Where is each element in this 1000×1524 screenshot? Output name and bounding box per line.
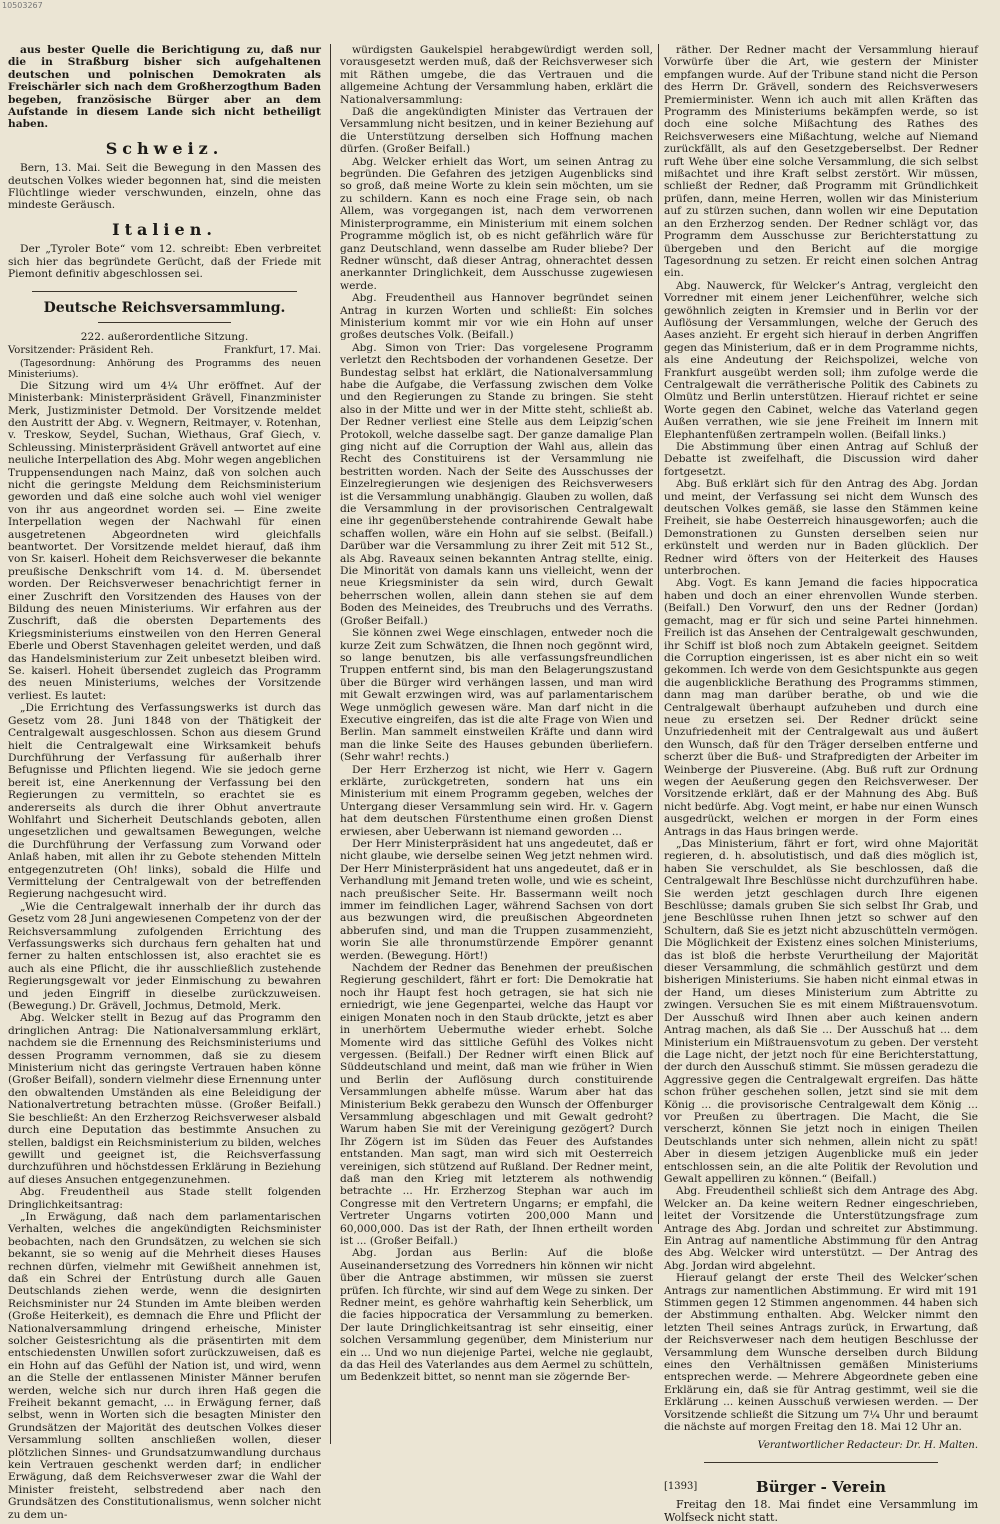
ad-separator-rule	[704, 1462, 938, 1463]
dateline: Frankfurt, 17. Mai.	[223, 345, 321, 357]
editor-line: Verantwortlicher Redacteur: Dr. H. Malten.	[757, 1439, 978, 1451]
section-heading-schweiz: Schweiz.	[105, 138, 224, 158]
body-paragraph: räther. Der Redner macht der Versammlung hierauf Vorwürfe über die Art, wie gestern der Minister empfangen wurde. Auf der Tribune stand nicht die Person des Herrn Dr. Grävell, sondern des Reichsverwesers Premierminister. Wenn ich auch mit allen Kräften das Programm des Ministeriums bekämpfen werde, so ist doch eine solche Mißachtung des Rathes des Reichsverwesers eine Mißachtung, welche auf Niemand zurückfällt, als auf den Gesetzgeberselbst. Der Redner ruft Wehe über eine solche Versammlung, die sich selbst mißachtet und ihre Kraft selbst zerstört. Wir müssen, schließt der Redner, daß Programm mit Gründlichkeit prüfen, dann, meine Herren, wollen wir das Ministerium auf zu stürzen suchen, dann wollen wir eine Deputation an den Erzherzog senden. Der Redner schlägt vor, das Programm dem Ausschusse zur Berichterstattung zu übergeben und den Bericht auf die morgige Tagesordnung zu setzen. Er reicht einen solchen Antrag ein.	[664, 44, 978, 280]
body-paragraph: „Die Errichtung des Verfassungswerks ist durch das Gesetz vom 28. Juni 1848 von der Thätigkeit der Centralgewalt ausgeschlossen. Schon aus diesem Grund hielt die Centralgewalt eine Wirksamkeit behufs Durchführung der Verfassung für außerhalb ihrer Befugnisse und Pflichten liegend. Wie sie jedoch gerne bereit ist, eine Anerkennung der Verfassung bei den Regierungen zu vermitteln, so erachtet sie es andererseits als durch die ihrer Obhut anvertraute Wohlfahrt und Sicherheit Deutschlands geboten, allen ungesetzlichen und gewaltsamen Bewegungen, welche die Durchführung der Verfassung zum Vorwand oder Anlaß haben, mit allen ihr zu Gebote stehenden Mitteln entgegenzutreten (Oh! links), sobald die Hilfe und Vermittelung der Centralgewalt von der betreffenden Regierung nachgesucht wird.	[8, 702, 321, 901]
column-2	[340, 44, 653, 1454]
body-paragraph: Abg. Welcker stellt in Bezug auf das Programm den dringlichen Antrag: Die Nationalversammlung erklärt, nachdem sie die Ernennung des Reichsministeriums und dessen Programm vernommen, daß sie zu diesem Ministerium nicht das geringste Vertrauen haben könne (Großer Beifall), sondern vielmehr diese Ernennung unter den obwaltenden Umständen als eine Beleidigung der Nationalvertretung betrachten müsse. (Großer Beifall.) Sie beschließt: An den Erzherzog Reichsverweser alsbald durch eine Deputation das bestimmte Ansuchen zu stellen, baldigst ein Reichsministerium zu bilden, welches gewillt und geeignet ist, die Reichsverfassung durchzuführen und höchstdessen Erklärung in Beziehung auf dieses Ansuchen entgegenzunehmen.	[8, 1012, 321, 1186]
body-paragraph: „Wie die Centralgewalt innerhalb der ihr durch das Gesetz vom 28 Juni angewiesenen Competenz von der der Reichsversammlung zufolgenden Errichtung des Verfassungswerks sich durchaus fern gehalten hat und ferner zu halten entschlossen ist, also erachtet sie es auch als eine Pflicht, die ihr ausschließlich zustehende Regierungsgewalt vor jeder Einmischung zu bewahren und jeden Eingriff in dieselbe zurückzuweisen. (Bewegung.) Dr. Grävell, Jochmus, Detmold, Merk.	[8, 900, 321, 1013]
body-paragraph: Nachdem der Redner das Benehmen der preußischen Regierung geschildert, fährt er fort: Die Demokratie hat noch ihr Haupt fest hoch getragen, sie hat sich nie erniedrigt, wie jene Gegenpartei, welche das Haupt vor einigen Monaten noch in den Staub drückte, jetzt es aber in unerhörtem Uebermuthe wieder erhebt. Solche Momente wird das sittliche Gefühl des Volkes nicht vergessen. (Beifall.) Der Redner wirft einen Blick auf Süddeutschland und meint, daß man wie früher in Wien und Berlin der Auflösung durch constituirende Versammlungen abhelfe müsse. Warum aber hat das Ministerium Bekk gerabezu den Wunsch der Offenburger Versammlung abgeschlagen und mit Gewalt gedroht? Warum haben Sie mit der Vereinigung gezögert? Durch Ihr Zögern ist im Süden das Feuer des Aufstandes entstanden. Man sagt, man wird sich mit Oesterreich vereinigen, sich stützend auf Rußland. Der Redner meint, daß man den Krieg mit letzterem als nothwendig betrachte ... Hr. Erzherzog Stephan war auch im Congresse mit den Vertretern Ungarns; er empfahl, die Vertreter Ungarns votirten 200,000 Mann und 60,000,000. Das ist der Rath, der Ihnen ertheilt worden ist ... (Großer Beifall.)	[340, 962, 653, 1247]
body-paragraph: Die Sitzung wird um 4¼ Uhr eröffnet. Auf der Ministerbank: Ministerpräsident Grävell, Finanzminister Merk, Justizminister Detmold. Der Vorsitzende meldet den Austritt der Abg. v. Wegnern, Reitmayer, v. Rotenhan, v. Treskow, Seydel, Suchan, Wiethaus, Graf Giech, v. Schleussing. Ministerpräsident Grävell antwortet auf eine neuliche Interpellation des Abg. Mohr wegen angeblichen Truppensendungen nach Mainz, daß von solchen auch nicht die geringste Meldung dem Reichsministerium geworden und daß eine solche auch wohl viel weniger von ihr aus angeordnet worden sei. — Eine zweite Interpellation wegen der Nachwahl für einen ausgetretenen Abgeordneten wird gleichfalls beantwortet. Der Vorsitzende meldet hierauf, daß ihm von Sr. kaiserl. Hoheit dem Reichsverweser die bekannte preußische Denkschrift vom 14. d. M. übersendet worden. Der Reichsverweser benachrichtigt ferner in einer Zuschrift den Vorsitzenden des Hauses von der Bildung des neuen Ministeriums. Wir erfahren aus der Zuschrift, daß die obersten Departements des Kriegsministeriums einstweilen von den Herren General Eberle und Oberst Stavenhagen geleitet werden, und daß das Handelsministerium zur Zeit unbesetzt bleiben wird. Se. kaiserl. Hoheit übersendet zugleich das Programm des neuen Ministeriums, welches der Vorsitzende verliest. Es lautet:	[8, 379, 321, 702]
body-paragraph: Abg. Freudentheil aus Stade stellt folgenden Dringlichkeitsantrag:	[8, 1186, 321, 1211]
body-paragraph: „In Erwägung, daß nach dem parlamentarischen Verhalten, welches die angekündigten Reichsminister beobachten, nach den Grundsätzen, zu welchen sie sich bekannt, sie so wenig auf die Mehrheit dieses Hauses rechnen dürfen, vielmehr mit Gewißheit annehmen ist, daß ein Schrei der Entrüstung durch alle Gauen Deutschlands ziehen werde, wenn die designirten Reichsminister nur 24 Stunden im Amte bleiben werden (Große Heiterkeit), es demnach die Ehre und Pflicht der Nationalversammlung dringend erheische, Minister solcher Geistesrichtung als die präsentirten mit dem entschiedensten Unwillen sofort zurückzuweisen, daß es ein Hohn auf das Gefühl der Nation ist, und wird, wenn an die Stelle der entlassenen Minister Männer berufen werden, welche sich nur durch ihren Haß gegen die Freiheit bekannt gemacht, ... in Erwägung ferner, daß selbst, wenn in Worten sich die besagten Minister den Grundsätzen der Majorität des deutschen Volkes dieser Versammlung sollten anschließen wollen, dieser plötzlichen Sinnes- und Grundsatzumwandlung durchaus kein Vertrauen geschenkt werden darf; in endlicher Erwägung, daß dem Reichsverweser zwar die Wahl der Minister freisteht, selbstredend aber nach den Grundsätzen des Constitutionalismus, wenn solcher nicht zu dem un-	[8, 1210, 321, 1521]
section-heading-italien: Italien.	[112, 219, 217, 239]
body-paragraph: Abg. Buß erklärt sich für den Antrag des Abg. Jordan und meint, der Verfassung sei nicht dem Wunsch des deutschen Volkes gemäß, sie lasse den Stämmen keine Freiheit, sie habe Oesterreich hinausgeworfen; auch die Demonstrationen zu Gunsten derselben seien nur erkünstelt und werden nur in Baden glücklich. Der Redner wird öfters von der Heiterkeit des Hauses unterbrochen.	[664, 478, 978, 578]
body-paragraph: Die Abstimmung über einen Antrag auf Schluß der Debatte ist zweifelhaft, die Discussion wird daher fortgesetzt.	[664, 441, 978, 478]
heading-rule	[98, 322, 231, 323]
session-number: 222. außerordentliche Sitzung.	[80, 330, 249, 343]
column-rule-2	[658, 44, 659, 1224]
body-paragraph: Der Herr Ministerpräsident hat uns angedeutet, daß er nicht glaube, wie derselbe seinen Weg jetzt nehmen wird. Der Herr Ministerpräsident hat uns angedeutet, daß er in Verhandlung mit Jemand treten wolle, und wie es scheint, nach preußischer Seite. Hr. Bassermann weilt noch immer im feindlichen Lager, während Sachsen von dort aus bezwungen wird, die preußischen Abgeordneten abberufen sind, und man die Truppen zusammenzieht, worin Sie alle thronumstürzende Empörer genannt werden. (Bewegung. Hört!)	[340, 838, 653, 962]
body-paragraph: Abg. Freudentheil aus Hannover begründet seinen Antrag in kurzen Worten und schließt: Ein solches Ministerium kommt mir vor wie ein Hohn auf unser großes deutsches Volk. (Beifall.)	[340, 292, 653, 342]
body-paragraph: Abg. Welcker erhielt das Wort, um seinen Antrag zu begründen. Die Gefahren des jetzigen Augenblicks sind so groß, daß meine Worte zu klein sein möchten, um sie zu schildern. Kann es noch eine Frage sein, ob nach Allem, was vorgegangen ist, nach dem verworrenen Ministerprogramme, ein Ministerium mit einem solchen Programme möglich ist, ob es nicht gefährlich wäre für ganz Deutschland, wenn dasselbe am Ruder bliebe? Der Redner wünscht, daß dieser Antrag, ohnerachtet dessen anerkannter Dringlichkeit, dem Ausschusse zugewiesen werde.	[340, 155, 653, 292]
reichsversammlung-heading: Deutsche Reichsversammlung.	[43, 299, 286, 316]
body-paragraph: „Das Ministerium, fährt er fort, wird ohne Majorität regieren, d. h. absolutistisch, und daß dies möglich ist, haben Sie verschuldet, als Sie beschlossen, daß die Centralgewalt Ihre Beschlüsse nicht durchzuführen habe. Sie werden jetzt geschlagen durch Ihre eigenen Beschlüsse; damals gruben Sie sich selbst Ihr Grab, und jene Beschlüsse ruhen Ihnen jetzt so schwer auf den Schultern, daß Sie es jetzt nicht abzuschütteln vermögen. Die Möglichkeit der Existenz eines solchen Ministeriums, das ist bloß die herbste Verurtheilung der Majorität dieser Versammlung, die schmählich gestürzt und dem bisherigen Ministeriums. Sie haben nicht einmal etwas in der Hand, um dieses Ministerium zum Abtritte zu zwingen. Versuchen Sie es mit einem Mißtrauensvotum. Der Ausschuß wird Ihnen aber auch keinen andern Antrag machen, als daß Sie ... Der Ausschuß hat ... dem Ministerium ein Mißtrauensvotum zu geben. Der versteht die Lage nicht, der jetzt noch für eine Berichterstattung, der durch den Ausschuß stimmt. Sie müssen geradezu die Aggressive gegen die Centralgewalt ergreifen. Das hätte schon früher geschehen sollen, jetzt sind sie mit dem König ... die provisorische Centralgewalt dem König ... vor Preußen zu übertragen. Die Macht, die Sie verscherzt, können Sie jetzt noch in einigen Theilen Deutschlands unter sich nehmen, allein nicht zu spät! Aber in diesem jetzigen Augenblicke muß ein jeder entschlossen sein, an die alte Politik der Revolution und Gewalt appelliren zu können.“ (Beifall.)	[664, 838, 978, 1185]
italien-paragraph: Der „Tyroler Bote“ vom 12. schreibt: Eben verbreitet sich hier das begründete Gerücht, daß der Friede mit Piemont definitiv abgeschlossen sei.	[8, 243, 321, 281]
column-3	[664, 44, 978, 1524]
body-paragraph: Abg. Freudentheil schließt sich dem Antrage des Abg. Welcker an. Da keine weitern Redner eingeschrieben, leitet der Vorsitzende die Unterstützungsfrage zum Antrage des Abg. Jordan und schreitet zur Abstimmung. Ein Antrag auf namentliche Abstimmung für den Antrag des Abg. Welcker wird unterstützt. — Der Antrag des Abg. Jordan wird abgelehnt.	[664, 1185, 978, 1272]
session-meta	[8, 345, 321, 357]
body-paragraph: Abg. Nauwerck, für Welcker’s Antrag, vergleicht den Vorredner mit einem jener Leichenführer, welche sich gewöhnlich zeigten in Kremsier und in Berlin vor der Auflösung der Versammlungen, welche der Geruch des Aases anzieht. Er ergeht sich hierauf in derben Angriffen gegen das Ministerium, daß er in dem Programme nichts, als eine Andeutung der Reichspolizei, welche von Frankfurt ausgeübt werden soll; ihm zufolge werde die Centralgewalt die verrätherische Politik des Cabinets zu Olmütz und Berlin unterstützen. Hierauf richtet er seine Worte gegen den Cabinet, welche das Vaterland gegen Außen verrathen, wie sie jene Freiheit im Innern mit Elephantenfüßen zertrampeln wollen. (Beifall links.)	[664, 279, 978, 441]
ad-number: [1393]	[664, 1480, 698, 1492]
agenda: (Tagesordnung: Anhörung des Programms des neuen Ministeriums).	[8, 357, 321, 380]
body-paragraph: Abg. Simon von Trier: Das vorgelesene Programm verletzt den Rechtsboden der vorhandenen Gesetze. Der Bundestag selbst hat erklärt, die Nationalversammlung habe die Aufgabe, die Verfassung zwischen dem Volke und den Regierungen zu Stande zu bringen. Sie steht also in der Mitte und wer in der Mitte steht, schließt ab. Der Redner verliest eine Stelle aus dem Leipzig’schen Protokoll, welche dasselbe sagt. Der ganze damalige Plan ging nicht auf die Corruption der Wahl aus, allein das Recht des Constituirens ist der Versammlung nie bestritten worden. Nach der Seite des Ausschusses der Einzelregierungen wie desjenigen des Reichsverwesers ist die Versammlung unabhängig. Glauben zu wollen, daß die Versammlung in der provisorischen Centralgewalt eine ihr gegenüberstehende contrahirende Gewalt habe schaffen wollen, wäre ein Hohn auf sie selbst. (Beifall.) Darüber war die Versammlung zu ihrer Zeit mit 512 St., als Abg. Raveaux seinen bekannten Antrag stellte, einig. Die Minorität von damals kann uns vielleicht, wenn der neue Kriegsminister da sein wird, durch Gewalt beherrschen wollen, allein dann stehen sie auf dem Boden des Meineides, des Treubruchs und des Verraths. (Großer Beifall.)	[340, 341, 653, 627]
body-paragraph: Abg. Jordan aus Berlin: Auf die bloße Auseinandersetzung des Vorredners hin können wir nicht über die Antrage abstimmen, wir müssen sie zuerst prüfen. Ich fürchte, wir sind auf dem Wege zu sinken. Der Redner meint, es gehöre wahrhaftig kein Seherblick, um die facies hippocratica der Versammlung zu bemerken. Der laute Dringlichkeitsantrag ist sehr einseitig, einer solchen Versammlung gegenüber, dem Ministerium nur ein ... Und wo nun diejenige Partei, welche nie geglaubt, da das Heil des Vaterlandes aus dem Aermel zu schütteln, um Bedenkzeit bittet, so nennt man sie zögernde Ber-	[340, 1247, 653, 1384]
body-paragraph: Abg. Vogt. Es kann Jemand die facies hippocratica haben und doch an einer ehrenvollen Wunde sterben. (Beifall.) Den Vorwurf, den uns der Redner (Jordan) gemacht, mag er für sich und seine Partei hinnehmen. Freilich ist das Ansehen der Centralgewalt geschwunden, ihr Schiff ist bloß noch zum Abtakeln geeignet. Seitdem die Corruption eingerissen, ist es aber nicht ein so weit gekommen. Ich werde von dem Gesichtspunkte aus gegen die augenblickliche Berathung des Programms stimmen, dann mag man darüber berathe, ob und wie die Centralgewalt überhaupt aufzuheben und durch eine neue zu ersetzen sei. Der Redner drückt seine Unzufriedenheit mit der Centralgewalt aus und äußert den Wunsch, daß für den Träger derselben entferne und scherzt über die Buß- und Strafpredigten der Arbeiter im Weinberge der Piusvereine. (Abg. Buß ruft zur Ordnung wegen der Aeußerung gegen den Reichsverweser. Der Vorsitzende erklärt, daß er der Mahnung des Abg. Buß nicht bedürfe. Abg. Vogt meint, er habe nur einen Wunsch ausgedrückt, welchen er morgen in der Form eines Antrags in das Haus bringen werde.	[664, 577, 978, 838]
body-paragraph: Der Herr Erzherzog ist nicht, wie Herr v. Gagern erklärte, zurückgetreten, sondern hat uns ein Ministerium mit einem Programm gegeben, welches der Untergang dieser Versammlung sein wird. Hr. v. Gagern hat dem deutschen Fürstenthume einen großen Dienst erwiesen, aber Ueberwann ist niemand geworden ...	[340, 763, 653, 838]
ad-text: Freitag den 18. Mai findet eine Versammlung im Wolfseck nicht statt.	[664, 1497, 978, 1524]
page-id: 10503267	[2, 1, 43, 10]
chairman: Vorsitzender: Präsident Reh.	[8, 345, 154, 357]
column-rule-1	[330, 44, 331, 1444]
body-paragraph: Hierauf gelangt der erste Theil des Welcker’schen Antrags zur namentlichen Abstimmung. Er wird mit 191 Stimmen gegen 12 Stimmen angenommen. 44 haben sich der Abstimmung enthalten. Abg. Welcker nimmt den letzten Theil seines Antrags zurück, in Erwartung, daß der Reichsverweser nach dem heutigen Beschlusse der Versammlung dem Wunsche derselben durch Bildung eines den Verhältnissen gemäßen Ministeriums entsprechen werde. — Mehrere Abgeordnete geben eine Erklärung ein, daß sie für Antrag gestimmt, weil sie die Erklärung ... keinen Ausschuß verwiesen werden. — Der Vorsitzende schließt die Sitzung um 7¼ Uhr und beraumt die nächste auf morgen Freitag den 18. Mai 12 Uhr an.	[664, 1272, 978, 1434]
schweiz-paragraph: Bern, 13. Mai. Seit die Bewegung in den Massen des deutschen Volkes wieder begonnen hat, sind die meisten Flüchtlinge wieder verschwunden, einzeln, ohne das mindeste Geräusch.	[8, 162, 321, 212]
body-paragraph: würdigsten Gaukelspiel herabgewürdigt werden soll, vorausgesetzt werden muß, daß der Reichsverweser sich mit Räthen umgebe, die das Vertrauen und die allgemeine Achtung der Versammlung haben, erklärt die Nationalversammlung:	[340, 44, 653, 106]
body-paragraph: Daß die angekündigten Minister das Vertrauen der Versammlung nicht besitzen, und in keiner Beziehung auf die Unterstützung derselben sich Hoffnung machen dürfen. (Großer Beifall.)	[340, 106, 653, 156]
ad-title: Bürger - Verein	[756, 1478, 886, 1497]
body-paragraph: Sie können zwei Wege einschlagen, entweder noch die kurze Zeit zum Schwätzen, die Ihnen noch gegönnt wird, so lange benutzen, bis alle verfassungsfreundlichen Truppen entfernt sind, bis man den Belagerungszustand über die Bürger wird verhängen lassen, und man wird mit Gewalt erzwingen wird, was auf parlamentarischem Wege unmöglich gewesen wäre. Man darf nicht in die Executive eingreifen, das ist die alte Frage von Wien und Berlin. Man sammelt einstweilen Kräfte und dann wird man die linke Seite des Hauses gebunden überliefern. (Sehr wahr! rechts.)	[340, 627, 653, 764]
separator-rule	[32, 291, 297, 292]
column-1	[8, 44, 321, 1521]
intro-paragraph: aus bester Quelle die Berichtigung zu, daß nur die in Straßburg bisher sich aufgehaltenen deutschen und polnischen Demokraten als Freischärler sich nach dem Großherzogthum Baden begeben, französische Bürger aber an dem Aufstande in diesem Lande sich nicht betheiligt haben.	[8, 44, 321, 131]
